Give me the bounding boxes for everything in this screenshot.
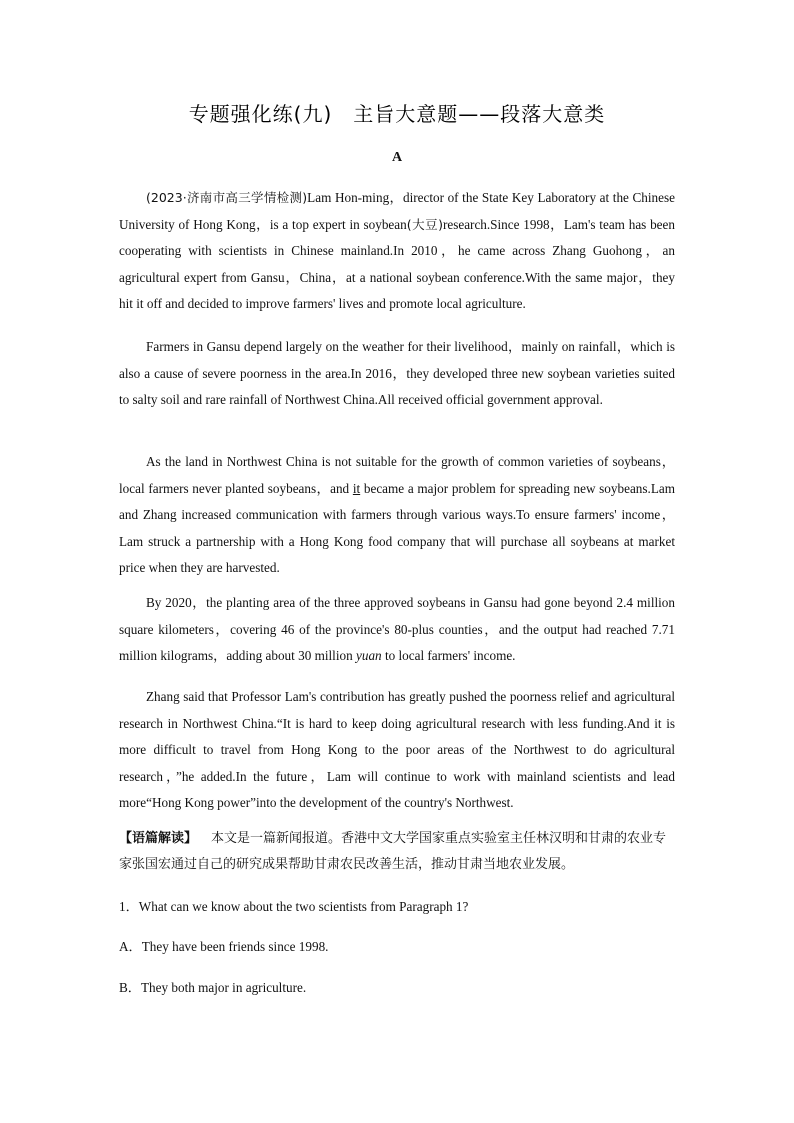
underlined-word: it (352, 480, 361, 496)
gloss-note: (大豆) (406, 216, 443, 232)
italic-word: yuan (356, 648, 382, 663)
paragraph-5: Zhang said that Professor Lam's contribution has greatly pushed the poorness relief and agricultural research in Northwest China.“It is hard to keep doing agricultural research with less funding.And it is more difficult to travel from Hong Kong to the poor areas of the Northwest to do agricultural research，”he added.In the future，Lam will continue to work with mainland scientists and lead more“Hong Kong power”into the development of the country's Northwest. (119, 689, 675, 810)
note-text: 本文是一篇新闻报道。香港中文大学国家重点实验室主任林汉明和甘肃的农业专家张国宏通过自己的研究成果帮助甘肃农民改善生活，推动甘肃当地农业发展。 (119, 831, 667, 872)
discourse-analysis-note (119, 826, 679, 878)
paragraph-1-text-a: Lam Hon-ming，director of the State Key Laboratory at the Chinese University of Hong Kong，is a top expert in soybean (119, 190, 675, 232)
paragraph-1-text-b: research.Since 1998，Lam's team has been cooperating with scientists in Chinese mainland.In 2010，he came across Zhang Guohong，an agricultural expert from Gansu，China，at a national soybean conference.With the same major，they hit it off and decided to improve farmers' lives and promote local agriculture. (119, 216, 675, 311)
paragraph-4-text-a: By 2020，the planting area of the three approved soybeans in Gansu had gone beyond 2.4 million square kilometers，covering 46 of the province's 80-plus counties，and the output had reached 7.71 million kilograms，adding about 30 million (119, 595, 675, 663)
paragraph-2: Farmers in Gansu depend largely on the weather for their livelihood，mainly on rainfall，which is also a cause of severe poorness in the area.In 2016，they developed three new soybean varieties suited to salty soil and rare rainfall of Northwest China.All received official government approval. (119, 339, 675, 407)
option-a: A．They have been friends since 1998. (119, 939, 329, 954)
option-b: B．They both major in agriculture. (119, 980, 307, 995)
paragraph-1 (119, 185, 675, 318)
question-1: 1．What can we know about the two scientists from Paragraph 1? (119, 899, 469, 914)
paragraph-4 (119, 590, 675, 670)
paragraph-3-text-b: became a major problem for spreading new soybeans.Lam and Zhang increased communication with farmers through various ways.To ensure farmers' income，Lam struck a partnership with a Hong Kong food company that will purchase all soybeans at market price when they are harvested. (119, 480, 675, 575)
note-tag: 【语篇解读】 (119, 831, 198, 846)
paragraph-3 (119, 449, 675, 582)
page-title: 专题强化练(九) 主旨大意题——段落大意类 (188, 102, 606, 126)
source-note: (2023·济南市高三学情检测) (146, 190, 308, 205)
paragraph-4-text-b: to local farmers' income. (381, 648, 516, 663)
paragraph-3-text-a: As the land in Northwest China is not suitable for the growth of common varieties of soybeans，local farmers never planted soybeans，and (119, 454, 675, 496)
section-label: A (391, 150, 403, 165)
